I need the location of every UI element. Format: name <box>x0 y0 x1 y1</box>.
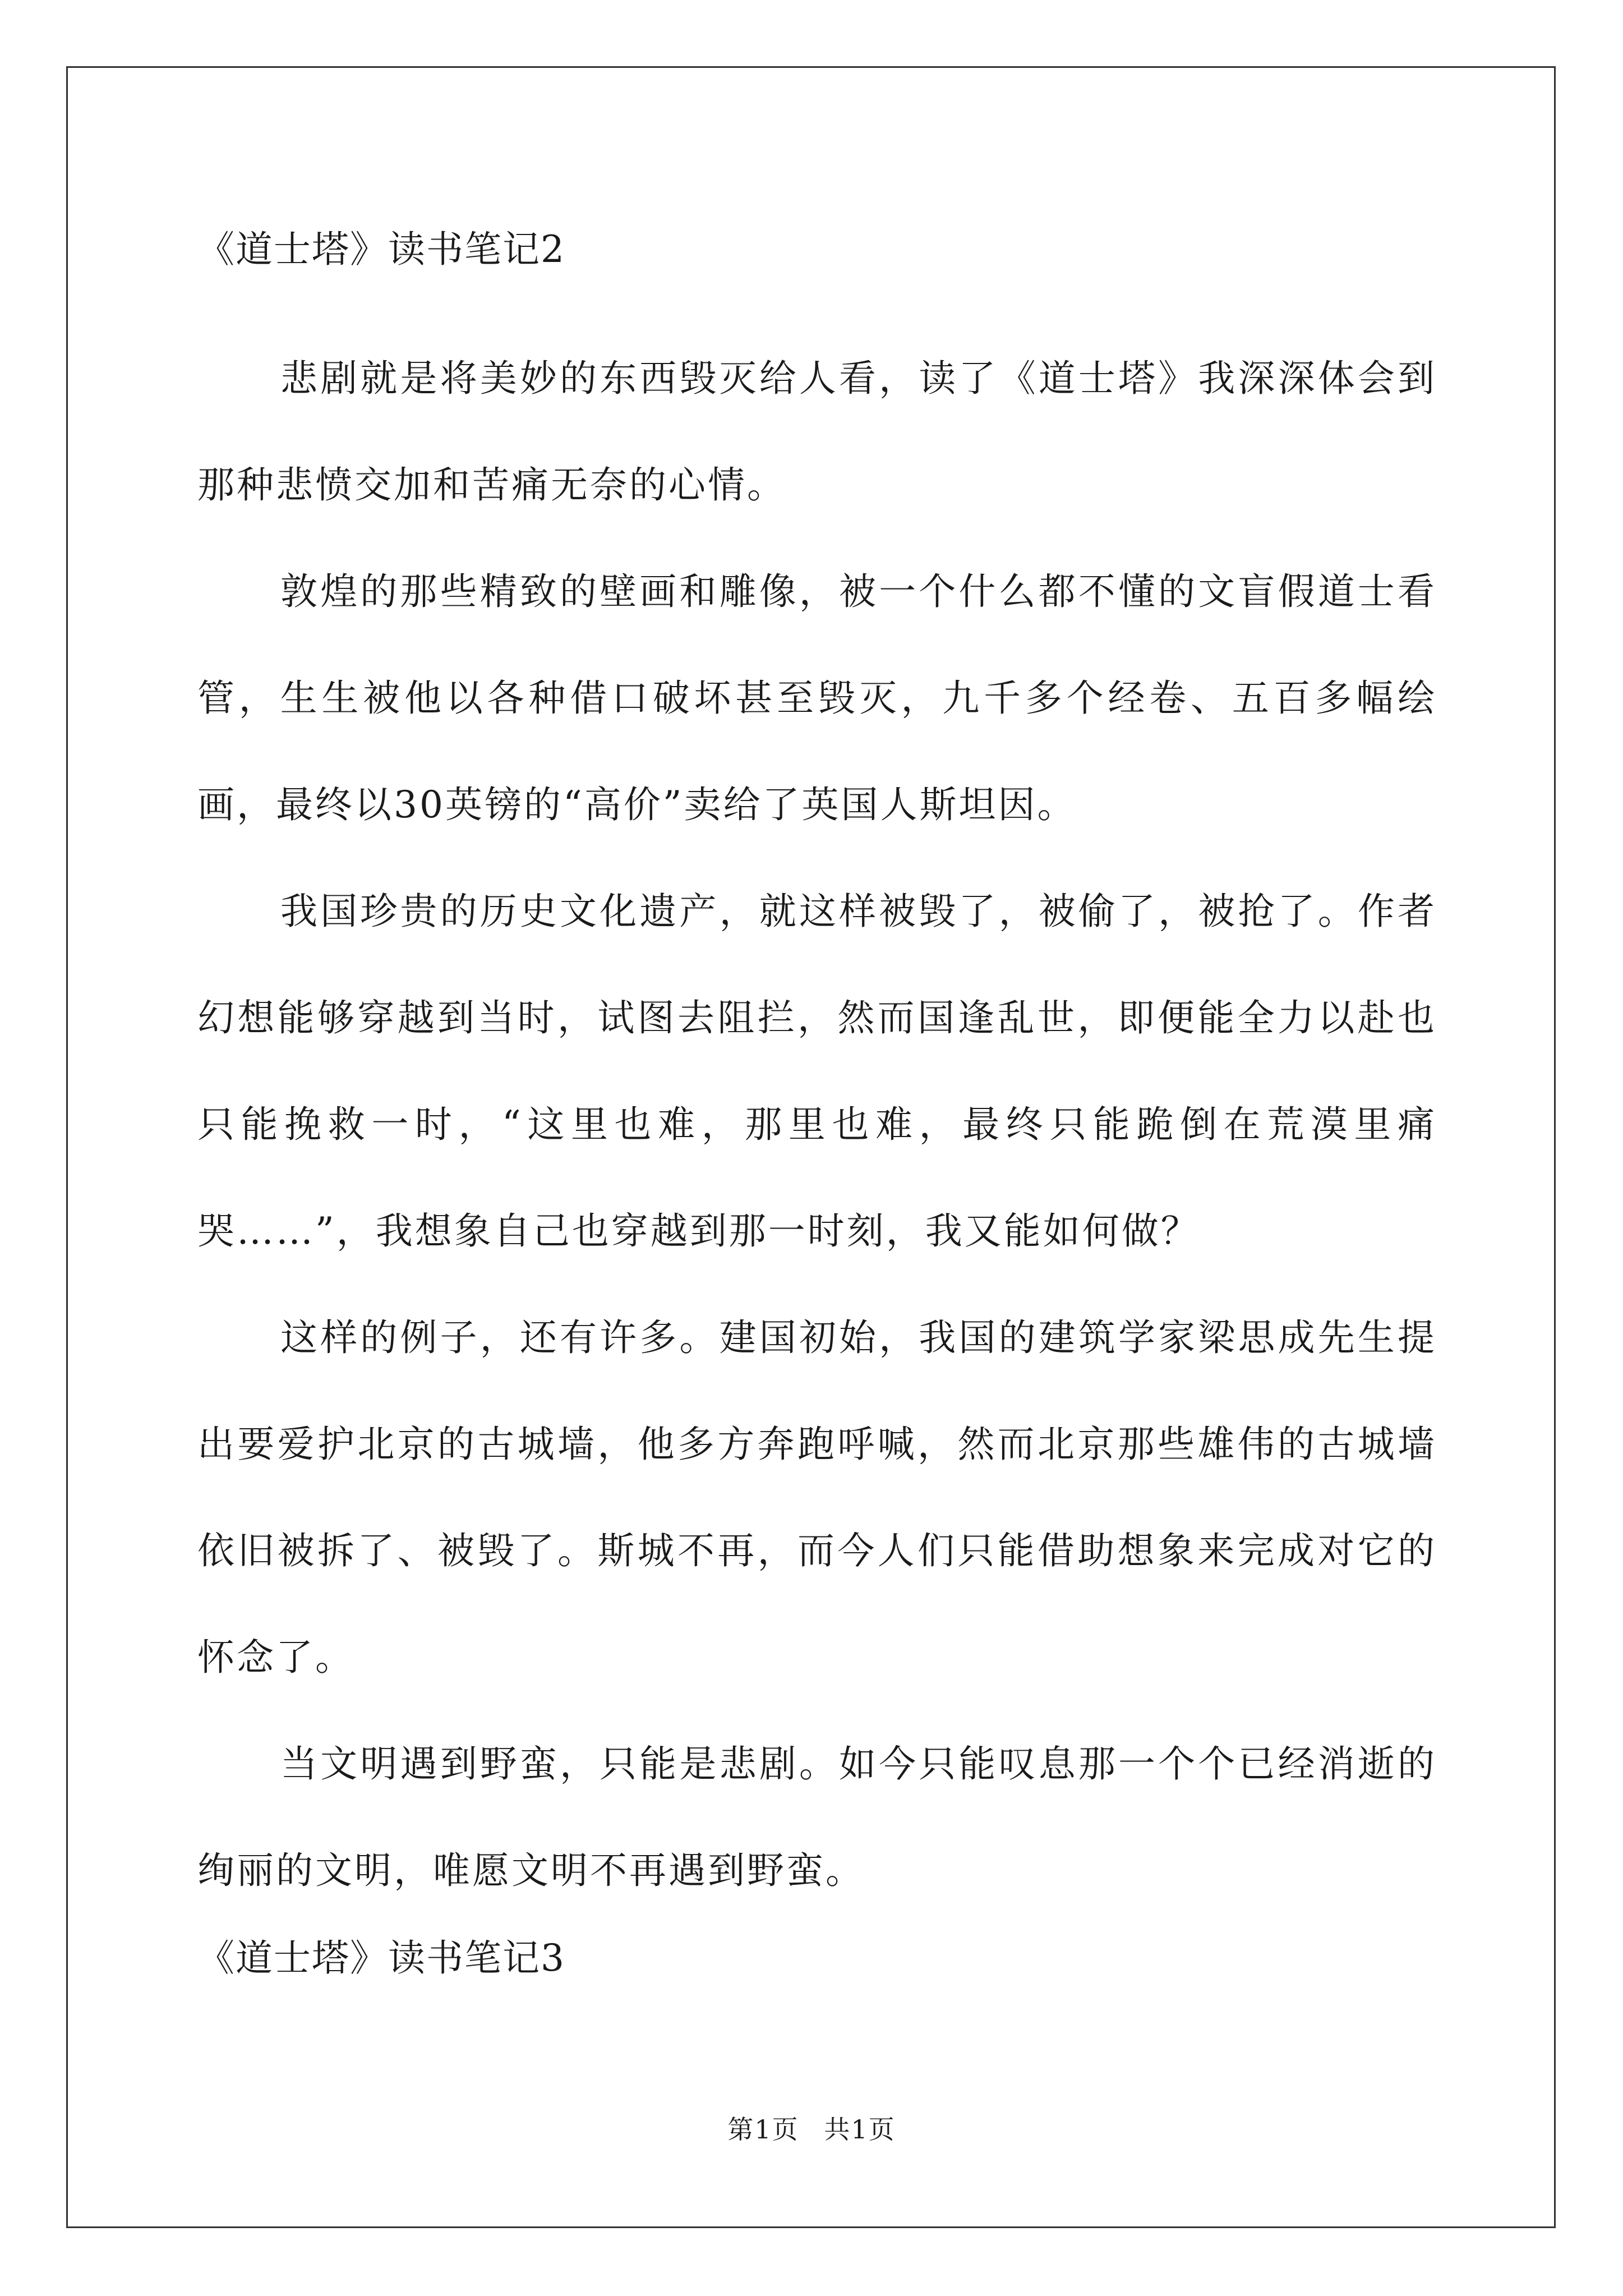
paragraph: 当文明遇到野蛮，只能是悲剧。如今只能叹息那一个个已经消逝的绚丽的文明，唯愿文明不再遇到野蛮。 <box>197 1742 1437 1892</box>
paragraph: 这样的例子，还有许多。建国初始，我国的建筑学家梁思成先生提出要爱护北京的古城墙，他多方奔跑呼喊，然而北京那些雄伟的古城墙依旧被拆了、被毁了。斯城不再，而今人们只能借助想象来完成对它的怀念了。 <box>197 1316 1437 1679</box>
section-heading: 《道士塔》读书笔记3 <box>197 1936 565 1980</box>
paragraph: 我国珍贵的历史文化遗产，就这样被毁了，被偷了，被抢了。作者幻想能够穿越到当时，试图去阻拦，然而国逢乱世，即便能全力以赴也只能挽救一时，“这里也难，那里也难，最终只能跪倒在荒漠里痛哭……”，我想象自己也穿越到那一时刻，我又能如何做？ <box>197 890 1437 1253</box>
section-heading: 《道士塔》读书笔记2 <box>197 228 565 271</box>
page-total: 共1页 <box>824 2114 896 2145</box>
paragraph: 敦煌的那些精致的壁画和雕像，被一个什么都不懂的文盲假道士看管，生生被他以各种借口破坏甚至毁灭，九千多个经卷、五百多幅绘画，最终以30英镑的“高价”卖给了英国人斯坦因。 <box>197 570 1437 826</box>
page-footer <box>0 2113 1623 2146</box>
paragraph: 悲剧就是将美妙的东西毁灭给人看，读了《道士塔》我深深体会到那种悲愤交加和苦痛无奈的心情。 <box>197 357 1437 507</box>
document-body <box>197 224 1437 1984</box>
page-number: 第1页 <box>727 2114 799 2145</box>
